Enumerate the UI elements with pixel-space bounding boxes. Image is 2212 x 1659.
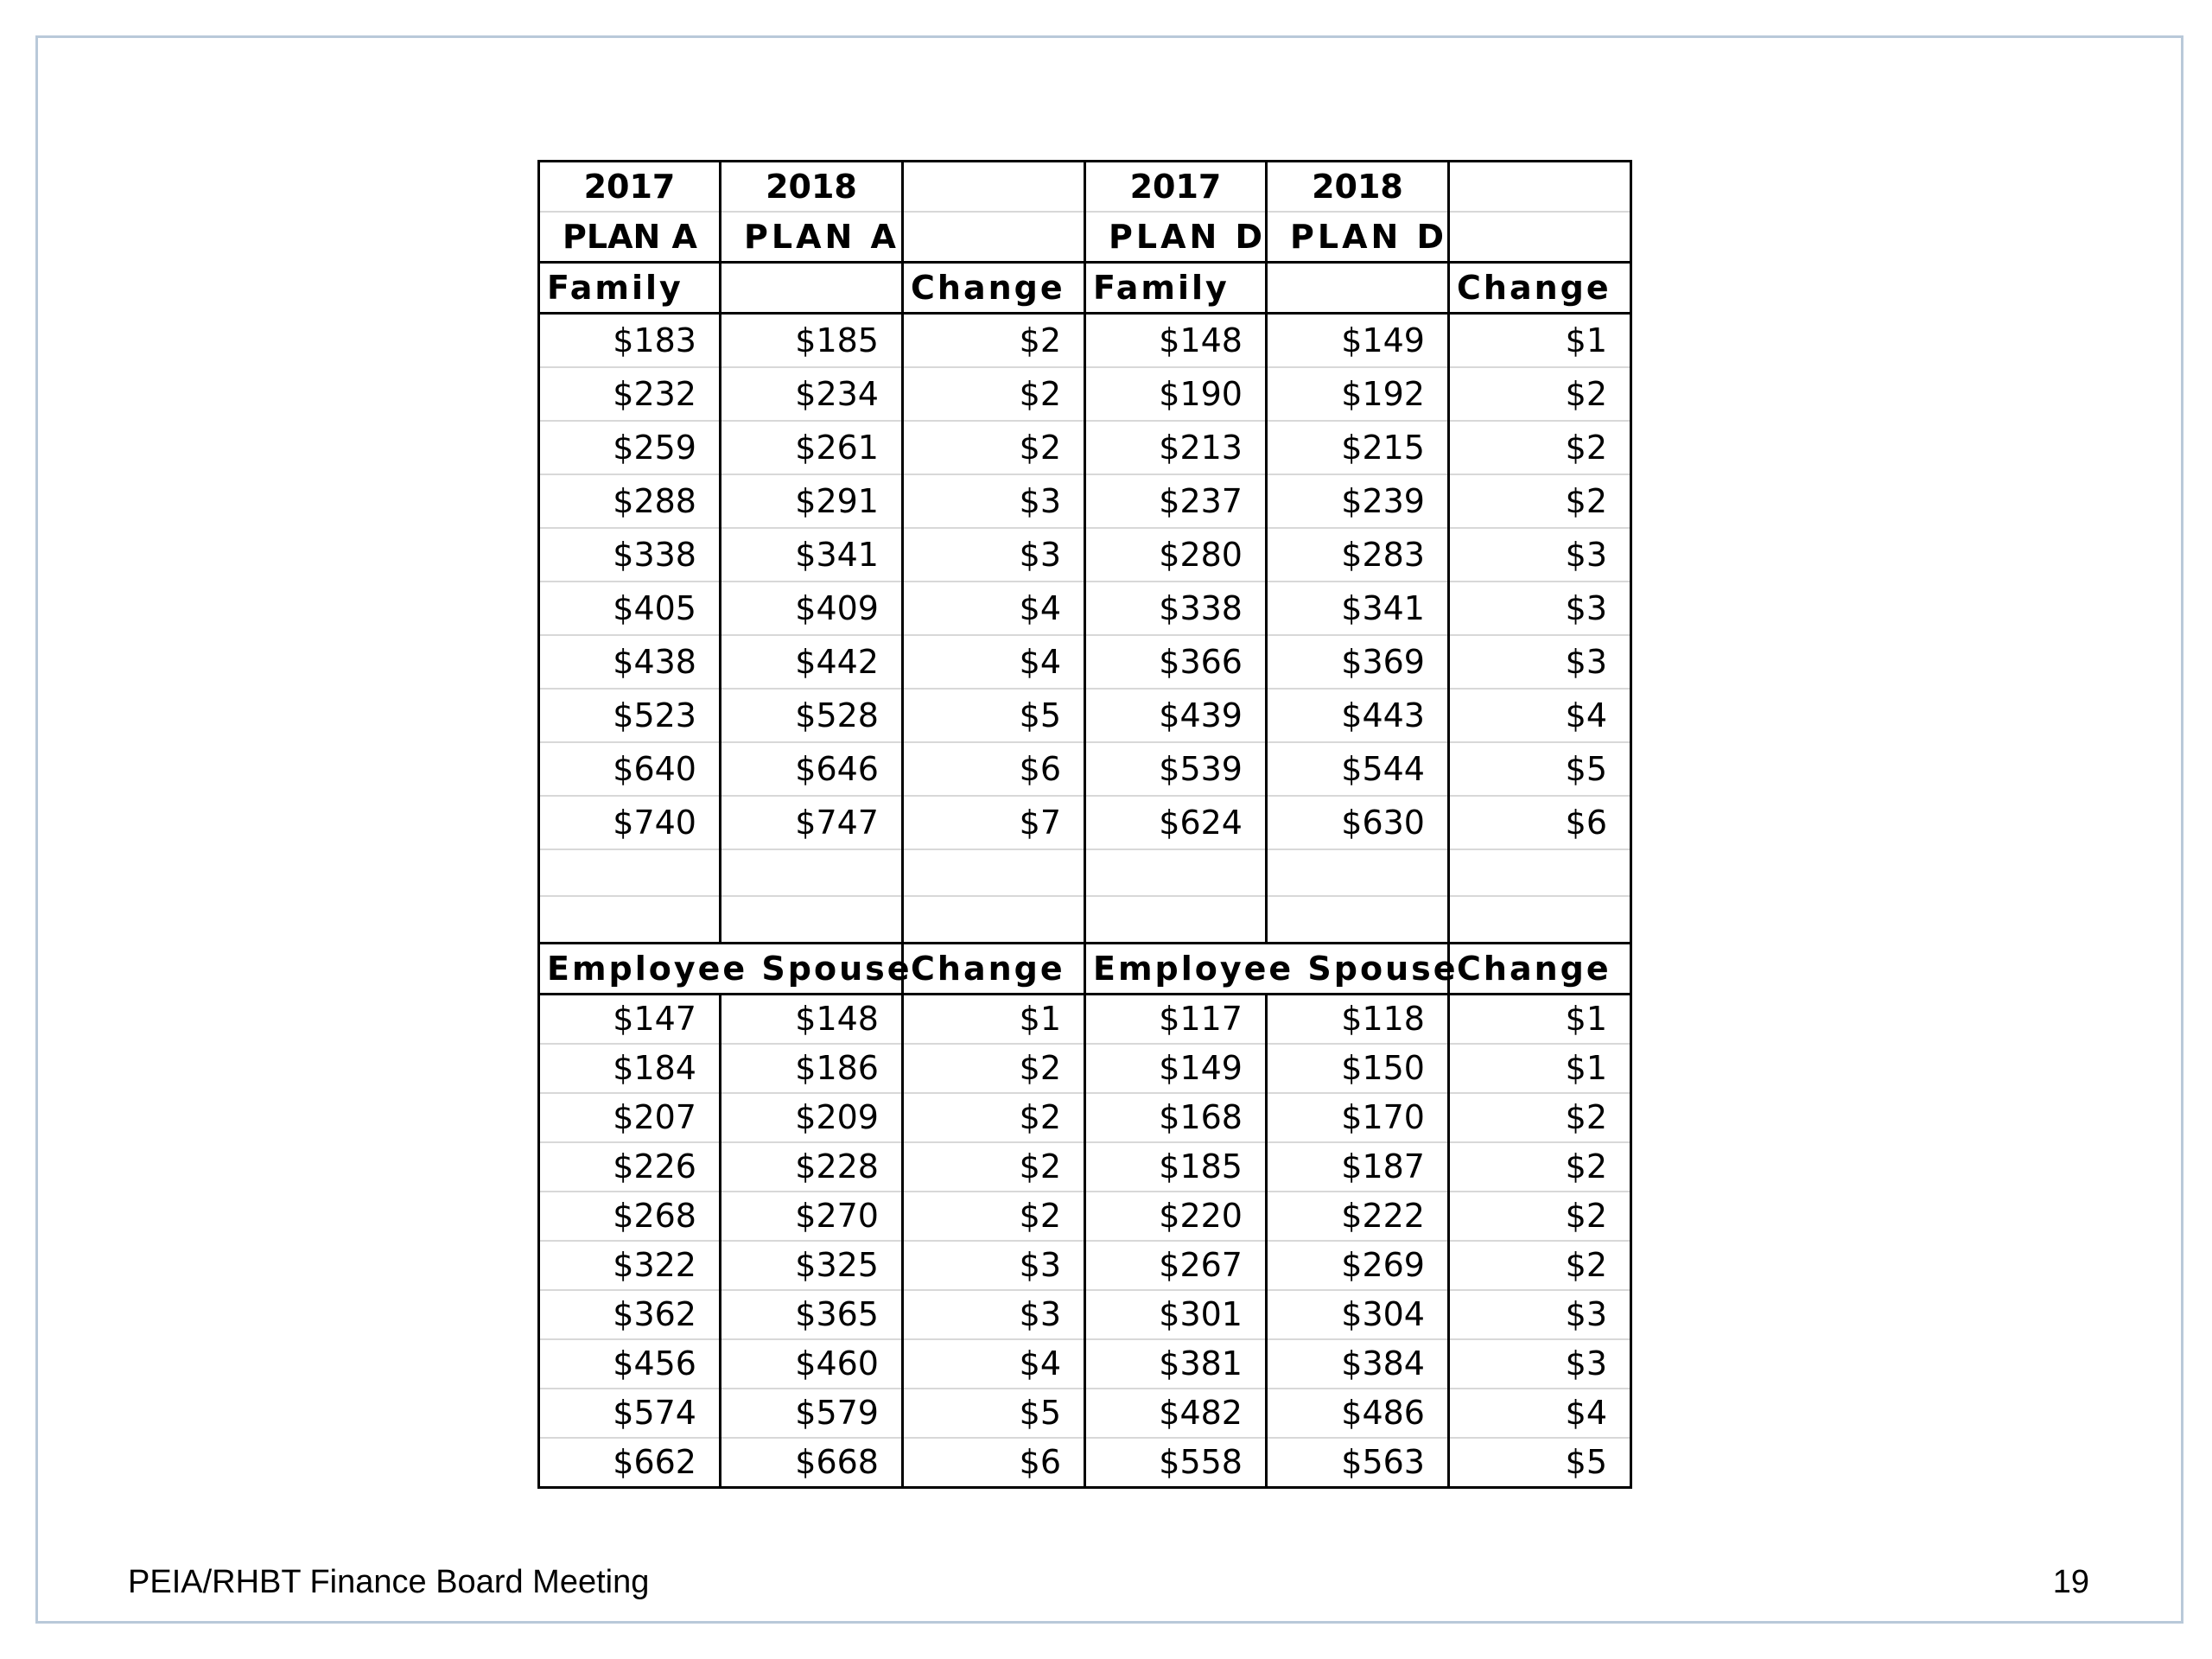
rate-cell: $369 bbox=[1267, 635, 1449, 689]
table-row bbox=[539, 314, 1631, 368]
rate-cell: $640 bbox=[539, 742, 721, 796]
rate-cell: $443 bbox=[1267, 689, 1449, 742]
rate-cell: $1 bbox=[1449, 314, 1631, 368]
rate-cell: $341 bbox=[721, 528, 903, 582]
rate-cell: $184 bbox=[539, 1044, 721, 1093]
rate-cell: $486 bbox=[1267, 1389, 1449, 1438]
rate-cell: $118 bbox=[1267, 994, 1449, 1044]
rate-cell: $187 bbox=[1267, 1142, 1449, 1192]
rate-cell: $239 bbox=[1267, 474, 1449, 528]
rate-cell: $365 bbox=[721, 1290, 903, 1339]
table-row bbox=[539, 689, 1631, 742]
rate-cell: $544 bbox=[1267, 742, 1449, 796]
rate-cell: $270 bbox=[721, 1192, 903, 1241]
rate-cell: $2 bbox=[1449, 367, 1631, 421]
empty-cell bbox=[539, 896, 721, 943]
table-row bbox=[539, 796, 1631, 849]
rate-cell: $283 bbox=[1267, 528, 1449, 582]
footer-title: PEIA/RHBT Finance Board Meeting bbox=[128, 1564, 650, 1600]
header-cell bbox=[903, 162, 1085, 213]
rate-cell: $539 bbox=[1085, 742, 1267, 796]
rate-cell: $148 bbox=[721, 994, 903, 1044]
header-cell bbox=[903, 212, 1085, 263]
rate-cell: $259 bbox=[539, 421, 721, 474]
empty-cell bbox=[721, 263, 903, 314]
table-row bbox=[539, 1093, 1631, 1142]
empty-cell bbox=[1085, 896, 1267, 943]
rate-cell: $301 bbox=[1085, 1290, 1267, 1339]
rate-cell: $2 bbox=[1449, 421, 1631, 474]
rate-cell: $215 bbox=[1267, 421, 1449, 474]
rate-cell: $442 bbox=[721, 635, 903, 689]
table-row bbox=[539, 1290, 1631, 1339]
header-cell bbox=[1449, 212, 1631, 263]
header-cell: PLAN D bbox=[1085, 212, 1267, 263]
empty-cell bbox=[1267, 849, 1449, 896]
rate-cell: $267 bbox=[1085, 1241, 1267, 1290]
rate-cell: $2 bbox=[903, 314, 1085, 368]
rate-cell: $185 bbox=[1085, 1142, 1267, 1192]
rate-cell: $4 bbox=[903, 635, 1085, 689]
change-label-plan-a: Change bbox=[903, 943, 1085, 994]
rate-cell: $4 bbox=[903, 582, 1085, 635]
rate-cell: $3 bbox=[903, 1290, 1085, 1339]
rate-cell: $624 bbox=[1085, 796, 1267, 849]
rate-cell: $185 bbox=[721, 314, 903, 368]
rate-cell: $6 bbox=[1449, 796, 1631, 849]
table-row bbox=[539, 1339, 1631, 1389]
empty-cell bbox=[1267, 263, 1449, 314]
rate-cell: $405 bbox=[539, 582, 721, 635]
family-label-plan-a: Family bbox=[539, 263, 721, 314]
rate-cell: $646 bbox=[721, 742, 903, 796]
header-year-row bbox=[539, 162, 1631, 213]
header-cell: PLAN A bbox=[721, 212, 903, 263]
rate-cell: $117 bbox=[1085, 994, 1267, 1044]
rate-cell: $4 bbox=[1449, 1389, 1631, 1438]
rate-cell: $170 bbox=[1267, 1093, 1449, 1142]
rate-cell: $1 bbox=[1449, 1044, 1631, 1093]
rate-cell: $341 bbox=[1267, 582, 1449, 635]
table-row bbox=[539, 1192, 1631, 1241]
rate-cell: $2 bbox=[1449, 474, 1631, 528]
rate-cell: $5 bbox=[1449, 1438, 1631, 1488]
rate-cell: $3 bbox=[1449, 1290, 1631, 1339]
rate-cell: $338 bbox=[539, 528, 721, 582]
header-cell: 2018 bbox=[721, 162, 903, 213]
table-row bbox=[539, 742, 1631, 796]
rate-cell: $528 bbox=[721, 689, 903, 742]
rate-cell: $209 bbox=[721, 1093, 903, 1142]
rate-cell: $2 bbox=[1449, 1142, 1631, 1192]
empty-cell bbox=[721, 896, 903, 943]
rate-cell: $3 bbox=[903, 1241, 1085, 1290]
rate-cell: $213 bbox=[1085, 421, 1267, 474]
blank-row bbox=[539, 896, 1631, 943]
empty-cell bbox=[903, 849, 1085, 896]
table-row bbox=[539, 1241, 1631, 1290]
empty-cell bbox=[1449, 896, 1631, 943]
rate-cell: $4 bbox=[1449, 689, 1631, 742]
rate-cell: $237 bbox=[1085, 474, 1267, 528]
table-body bbox=[539, 162, 1631, 1488]
rate-cell: $269 bbox=[1267, 1241, 1449, 1290]
rate-cell: $4 bbox=[903, 1339, 1085, 1389]
change-label-plan-a: Change bbox=[903, 263, 1085, 314]
rate-cell: $322 bbox=[539, 1241, 721, 1290]
rate-cell: $207 bbox=[539, 1093, 721, 1142]
rate-cell: $190 bbox=[1085, 367, 1267, 421]
table-row bbox=[539, 421, 1631, 474]
table-row bbox=[539, 1044, 1631, 1093]
rate-cell: $226 bbox=[539, 1142, 721, 1192]
header-cell: 2018 bbox=[1267, 162, 1449, 213]
rate-cell: $662 bbox=[539, 1438, 721, 1488]
rate-cell: $366 bbox=[1085, 635, 1267, 689]
rate-cell: $147 bbox=[539, 994, 721, 1044]
rate-cell: $2 bbox=[1449, 1093, 1631, 1142]
table-row bbox=[539, 528, 1631, 582]
rate-cell: $630 bbox=[1267, 796, 1449, 849]
rate-cell: $3 bbox=[1449, 635, 1631, 689]
rate-cell: $558 bbox=[1085, 1438, 1267, 1488]
rate-cell: $438 bbox=[539, 635, 721, 689]
rate-cell: $3 bbox=[1449, 528, 1631, 582]
rate-cell: $456 bbox=[539, 1339, 721, 1389]
rate-cell: $232 bbox=[539, 367, 721, 421]
rate-cell: $234 bbox=[721, 367, 903, 421]
rate-cell: $747 bbox=[721, 796, 903, 849]
rate-cell: $268 bbox=[539, 1192, 721, 1241]
rate-cell: $338 bbox=[1085, 582, 1267, 635]
rate-cell: $381 bbox=[1085, 1339, 1267, 1389]
header-cell bbox=[1449, 162, 1631, 213]
rate-cell: $7 bbox=[903, 796, 1085, 849]
rate-cell: $1 bbox=[1449, 994, 1631, 1044]
table-row bbox=[539, 1438, 1631, 1488]
rate-cell: $304 bbox=[1267, 1290, 1449, 1339]
rate-cell: $228 bbox=[721, 1142, 903, 1192]
table-row bbox=[539, 582, 1631, 635]
family-label-plan-d: Family bbox=[1085, 263, 1267, 314]
rate-cell: $192 bbox=[1267, 367, 1449, 421]
blank-row bbox=[539, 849, 1631, 896]
empty-cell bbox=[903, 896, 1085, 943]
header-cell: 2017 bbox=[1085, 162, 1267, 213]
rate-cell: $168 bbox=[1085, 1093, 1267, 1142]
header-cell: 2017 bbox=[539, 162, 721, 213]
spouse-section-header bbox=[539, 943, 1631, 994]
rate-cell: $439 bbox=[1085, 689, 1267, 742]
rate-cell: $186 bbox=[721, 1044, 903, 1093]
spouse-label-plan-d: Employee Spouse bbox=[1085, 943, 1267, 994]
empty-cell bbox=[1085, 849, 1267, 896]
rate-cell: $149 bbox=[1085, 1044, 1267, 1093]
rate-cell: $3 bbox=[1449, 582, 1631, 635]
change-label-plan-d: Change bbox=[1449, 263, 1631, 314]
rate-cell: $280 bbox=[1085, 528, 1267, 582]
rate-cell: $362 bbox=[539, 1290, 721, 1339]
rate-cell: $2 bbox=[903, 421, 1085, 474]
rate-cell: $579 bbox=[721, 1389, 903, 1438]
rate-cell: $5 bbox=[903, 1389, 1085, 1438]
rate-cell: $149 bbox=[1267, 314, 1449, 368]
rate-cell: $523 bbox=[539, 689, 721, 742]
rate-cell: $261 bbox=[721, 421, 903, 474]
rate-cell: $2 bbox=[903, 367, 1085, 421]
rate-cell: $3 bbox=[903, 528, 1085, 582]
rate-cell: $574 bbox=[539, 1389, 721, 1438]
rate-cell: $740 bbox=[539, 796, 721, 849]
rate-cell: $183 bbox=[539, 314, 721, 368]
rate-cell: $3 bbox=[1449, 1339, 1631, 1389]
rate-cell: $288 bbox=[539, 474, 721, 528]
spouse-label-plan-a: Employee Spouse bbox=[539, 943, 721, 994]
rate-cell: $563 bbox=[1267, 1438, 1449, 1488]
table-row bbox=[539, 474, 1631, 528]
rate-cell: $2 bbox=[1449, 1241, 1631, 1290]
rate-cell: $460 bbox=[721, 1339, 903, 1389]
empty-cell bbox=[721, 849, 903, 896]
rate-cell: $5 bbox=[1449, 742, 1631, 796]
rate-cell: $2 bbox=[903, 1093, 1085, 1142]
rate-cell: $148 bbox=[1085, 314, 1267, 368]
rate-cell: $6 bbox=[903, 1438, 1085, 1488]
rate-cell: $2 bbox=[1449, 1192, 1631, 1241]
rate-cell: $6 bbox=[903, 742, 1085, 796]
rate-cell: $3 bbox=[903, 474, 1085, 528]
table-row bbox=[539, 635, 1631, 689]
rate-cell: $482 bbox=[1085, 1389, 1267, 1438]
premium-comparison-table bbox=[537, 160, 1632, 1489]
table-row bbox=[539, 367, 1631, 421]
table-row bbox=[539, 994, 1631, 1044]
rate-cell: $1 bbox=[903, 994, 1085, 1044]
change-label-plan-d: Change bbox=[1449, 943, 1631, 994]
header-cell: PLAN A bbox=[539, 212, 721, 263]
empty-cell bbox=[539, 849, 721, 896]
rate-cell: $220 bbox=[1085, 1192, 1267, 1241]
rate-cell: $150 bbox=[1267, 1044, 1449, 1093]
family-section-header bbox=[539, 263, 1631, 314]
rate-cell: $291 bbox=[721, 474, 903, 528]
empty-cell bbox=[1449, 849, 1631, 896]
rate-cell: $325 bbox=[721, 1241, 903, 1290]
rate-cell: $2 bbox=[903, 1044, 1085, 1093]
header-cell: PLAN D bbox=[1267, 212, 1449, 263]
header-plan-row bbox=[539, 212, 1631, 263]
table-row bbox=[539, 1142, 1631, 1192]
rate-cell: $2 bbox=[903, 1142, 1085, 1192]
rate-cell: $668 bbox=[721, 1438, 903, 1488]
rate-cell: $384 bbox=[1267, 1339, 1449, 1389]
rate-cell: $222 bbox=[1267, 1192, 1449, 1241]
rate-cell: $409 bbox=[721, 582, 903, 635]
empty-cell bbox=[1267, 896, 1449, 943]
rate-cell: $5 bbox=[903, 689, 1085, 742]
page-number: 19 bbox=[2052, 1564, 2089, 1600]
rate-cell: $2 bbox=[903, 1192, 1085, 1241]
table-row bbox=[539, 1389, 1631, 1438]
